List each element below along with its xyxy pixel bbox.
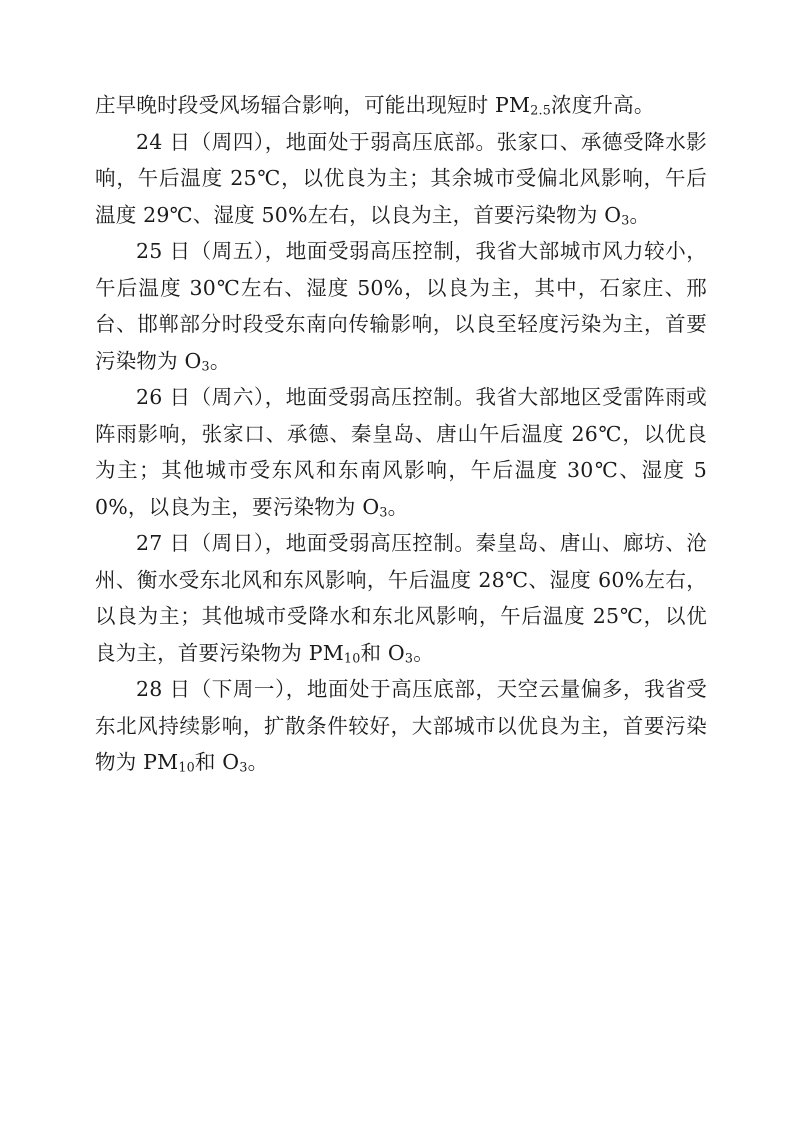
paragraph-pm25-continuation: 庄早晚时段受风场辐合影响，可能出现短时 $PM_{2.5}$浓度升高。 <box>95 93 655 118</box>
paragraph-day-28: 28 日（下周一），地面处于高压底部，天空云量偏多，我省受东北风持续影响，扩散条件较好，大部城市以优良为主，首要污染物为 $PM_{10}$和 $O_3$。 <box>95 677 707 775</box>
paragraph-day-26: 26 日（周六），地面受弱高压控制。我省大部地区受雷阵雨或阵雨影响，张家口、承德、秦皇岛、唐山午后温度 26℃，以优良为主；其他城市受东风和东南风影响，午后温度 30℃、湿度 50%，以良为主，要污染物为 $O_3$。 <box>95 385 707 519</box>
paragraph-day-24: 24 日（周四），地面处于弱高压底部。张家口、承德受降水影响，午后温度 25℃，以优良为主；其余城市受偏北风影响，午后温度 29℃、湿度 50%左右，以良为主，首要污染物为 $O_3$。 <box>95 129 707 227</box>
paragraph-day-25: 25 日（周五），地面受弱高压控制，我省大部城市风力较小，午后温度 30℃左右、湿度 50%，以良为主，其中，石家庄、邢台、邯郸部分时段受东南向传输影响，以良至轻度污染为主，首要污染物为 $O_3$。 <box>95 239 707 373</box>
paragraph-day-27: 27 日（周日），地面受弱高压控制。秦皇岛、唐山、廊坊、沧州、衡水受东北风和东风影响，午后温度 28℃、湿度 60%左右，以良为主；其他城市受降水和东北风影响，午后温度 25℃，以优良为主，首要污染物为 $PM_{10}$和 $O_3$。 <box>95 531 707 665</box>
forecast-text-body <box>95 87 707 781</box>
